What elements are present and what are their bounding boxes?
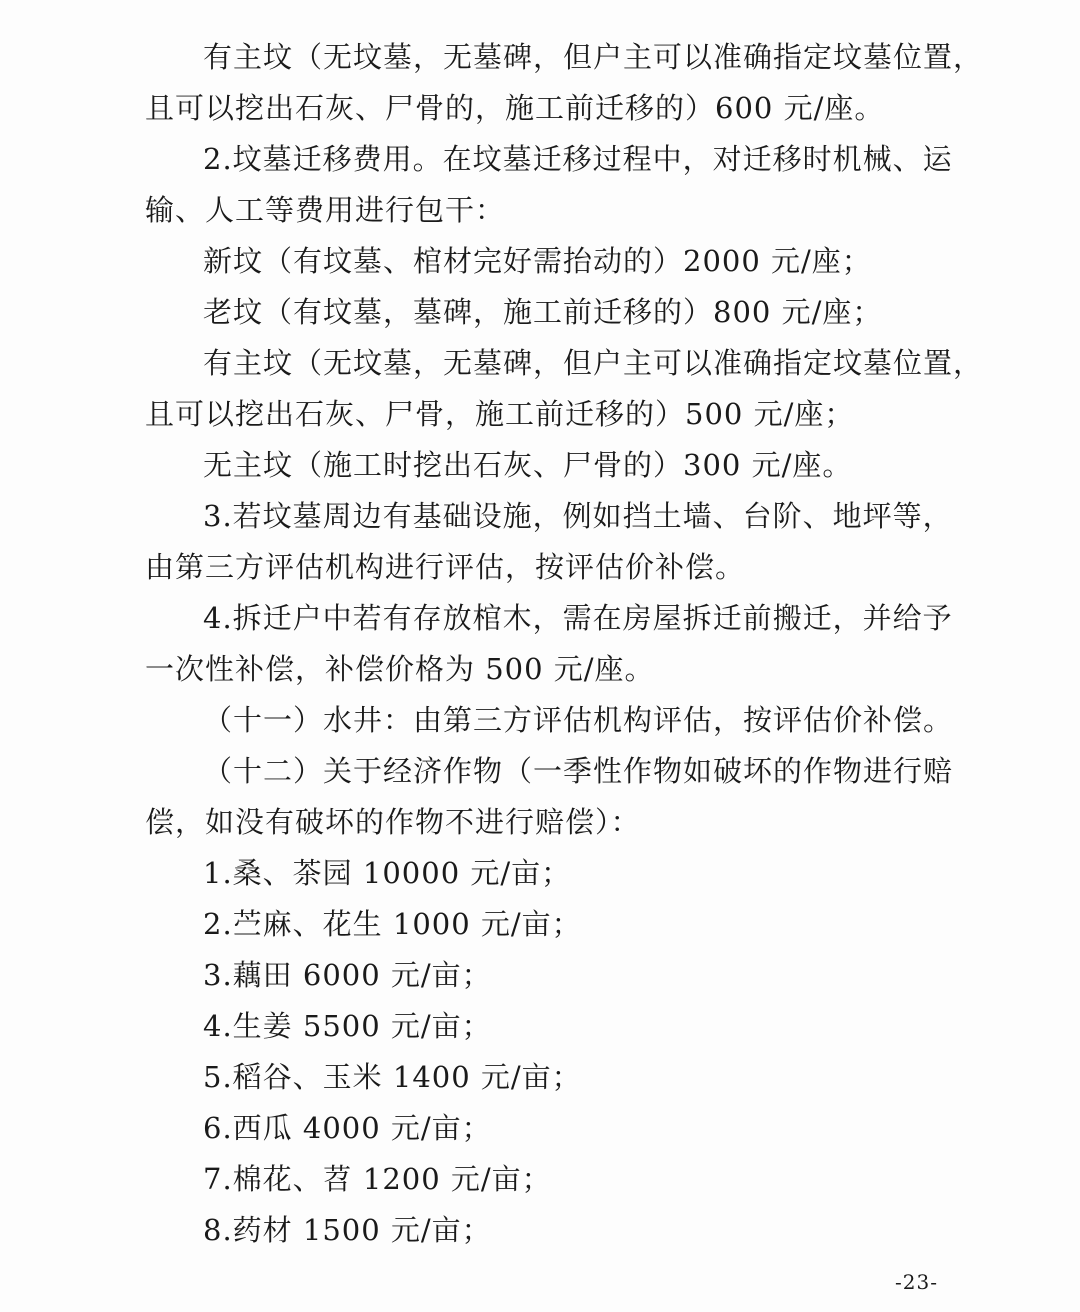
list-item: 6.西瓜 4000 元/亩； — [203, 1111, 492, 1145]
text-line: 老坟（有坟墓，墓碑，施工前迁移的）800 元/座； — [203, 295, 883, 329]
text-line: 由第三方评估机构进行评估，按评估价补偿。 — [145, 550, 746, 584]
text-line: （十一）水井：由第三方评估机构评估，按评估价补偿。 — [203, 703, 954, 737]
list-item: 5.稻谷、玉米 1400 元/亩； — [203, 1060, 582, 1094]
page-number: -23- — [895, 1270, 938, 1294]
list-item: 4.生姜 5500 元/亩； — [203, 1009, 492, 1043]
text-line: 3.若坟墓周边有基础设施，例如挡土墙、台阶、地坪等， — [203, 499, 953, 533]
list-item: 3.藕田 6000 元/亩； — [203, 958, 492, 992]
text-line: 新坟（有坟墓、棺材完好需抬动的）2000 元/座； — [203, 244, 872, 278]
list-item: 1.桑、茶园 10000 元/亩； — [203, 856, 572, 890]
text-line: 且可以挖出石灰、尸骨，施工前迁移的）500 元/座； — [145, 397, 855, 431]
text-line: 且可以挖出石灰、尸骨的，施工前迁移的）600 元/座。 — [145, 91, 885, 125]
text-line: 有主坟（无坟墓，无墓碑，但户主可以准确指定坟墓位置， — [203, 346, 984, 380]
list-item: 7.棉花、苕 1200 元/亩； — [203, 1162, 552, 1196]
text-line: （十二）关于经济作物（一季性作物如破坏的作物进行赔 — [203, 754, 954, 788]
text-line: 无主坟（施工时挖出石灰、尸骨的）300 元/座。 — [203, 448, 853, 482]
text-line: 4.拆迁户中若有存放棺木，需在房屋拆迁前搬迁，并给予 — [203, 601, 953, 635]
text-line: 输、人工等费用进行包干： — [145, 193, 506, 227]
list-item: 8.药材 1500 元/亩； — [203, 1213, 492, 1247]
list-item: 2.苎麻、花生 1000 元/亩； — [203, 907, 582, 941]
text-line: 2.坟墓迁移费用。在坟墓迁移过程中，对迁移时机械、运 — [203, 142, 953, 176]
text-line: 一次性补偿，补偿价格为 500 元/座。 — [145, 652, 655, 686]
text-line: 偿，如没有破坏的作物不进行赔偿）： — [145, 805, 641, 839]
text-line: 有主坟（无坟墓，无墓碑，但户主可以准确指定坟墓位置， — [203, 40, 984, 74]
